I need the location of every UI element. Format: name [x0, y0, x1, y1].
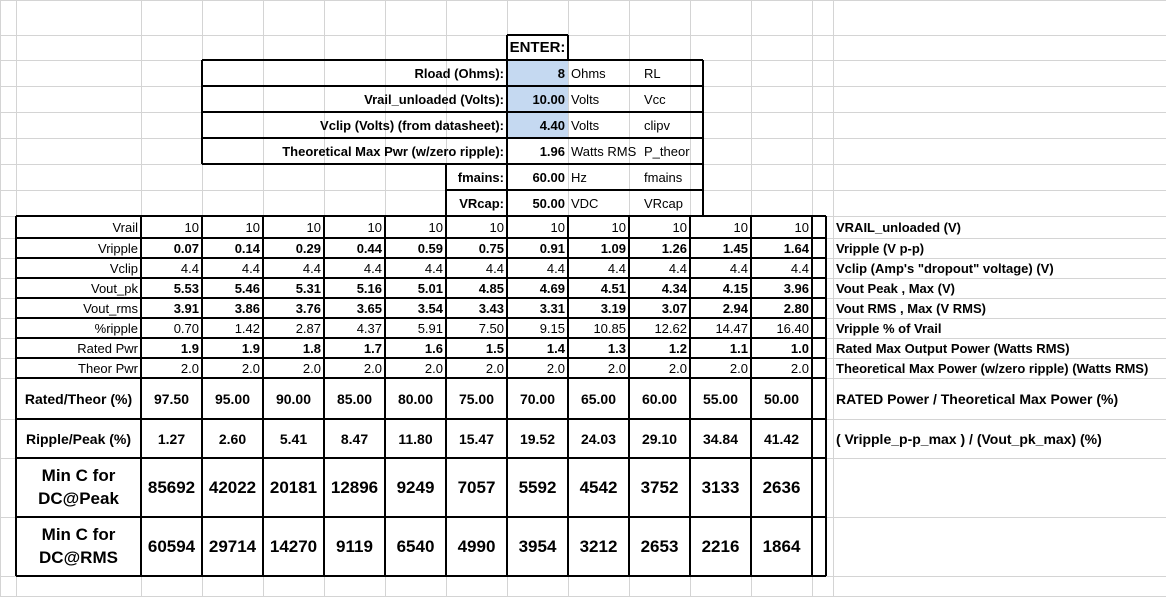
enter-header-cell[interactable]: ENTER:: [509, 39, 566, 56]
value-cell[interactable]: 10: [306, 219, 321, 235]
value-cell[interactable]: 5.46: [234, 280, 260, 296]
input-unit-2[interactable]: Volts: [571, 117, 600, 133]
input-var-5[interactable]: VRcap: [644, 195, 684, 211]
min-cap-value-cell[interactable]: 5592: [518, 478, 557, 497]
value-cell[interactable]: 1.8: [302, 340, 321, 356]
min-cap-value-cell[interactable]: 42022: [208, 478, 257, 497]
row-label-vripple[interactable]: Vripple: [98, 240, 138, 256]
input-label-2[interactable]: Vclip (Volts) (from datasheet):: [320, 117, 504, 133]
value-cell[interactable]: 1.0: [790, 340, 809, 356]
min-cap-value-cell[interactable]: 9119: [336, 537, 373, 556]
min-cap-value-cell[interactable]: 4542: [579, 478, 618, 497]
min-cap-value-cell[interactable]: 6540: [396, 537, 435, 556]
value-cell[interactable]: 2.0: [607, 360, 626, 376]
row-label--ripple[interactable]: %ripple: [94, 320, 138, 336]
value-cell[interactable]: 1.64: [783, 240, 809, 256]
ratio-value-cell[interactable]: 41.42: [763, 430, 800, 447]
ratio-value-cell[interactable]: 85.00: [336, 390, 373, 407]
value-cell[interactable]: 4.4: [180, 260, 199, 276]
input-var-3[interactable]: P_theor: [644, 143, 690, 159]
value-cell[interactable]: 0.44: [356, 240, 382, 256]
value-cell[interactable]: 2.0: [241, 360, 260, 376]
ratio-value-cell[interactable]: 34.84: [702, 430, 739, 447]
input-var-2[interactable]: clipv: [644, 117, 671, 133]
min-cap-value-cell[interactable]: 9249: [396, 478, 435, 497]
value-cell[interactable]: 3.54: [417, 300, 443, 316]
value-cell[interactable]: 5.91: [417, 320, 443, 336]
value-cell[interactable]: 10: [367, 219, 382, 235]
value-cell[interactable]: 3.96: [783, 280, 809, 296]
value-cell[interactable]: 3.65: [356, 300, 382, 316]
input-value-3[interactable]: 1.96: [539, 143, 565, 159]
value-cell[interactable]: 10.85: [593, 320, 626, 336]
input-label-0[interactable]: Rload (Ohms):: [414, 65, 504, 81]
min-cap-value-cell[interactable]: 1864: [762, 537, 801, 556]
input-unit-0[interactable]: Ohms: [571, 65, 606, 81]
value-cell[interactable]: 0.59: [417, 240, 443, 256]
row-description[interactable]: Theoretical Max Power (w/zero ripple) (Watts RMS): [836, 360, 1149, 376]
input-label-4[interactable]: fmains:: [457, 169, 504, 185]
min-cap-value-cell[interactable]: 3954: [518, 537, 557, 556]
value-cell[interactable]: 1.7: [363, 340, 382, 356]
value-cell[interactable]: 3.86: [234, 300, 260, 316]
ratio-value-cell[interactable]: 97.50: [153, 390, 190, 407]
value-cell[interactable]: 2.87: [295, 320, 321, 336]
value-cell[interactable]: 0.91: [539, 240, 565, 256]
value-cell[interactable]: 1.2: [668, 340, 687, 356]
value-cell[interactable]: 2.0: [363, 360, 382, 376]
row-description[interactable]: Vripple % of Vrail: [836, 320, 942, 336]
value-cell[interactable]: 3.76: [295, 300, 321, 316]
value-cell[interactable]: 0.70: [173, 320, 199, 336]
input-unit-3[interactable]: Watts RMS: [571, 143, 637, 159]
value-cell[interactable]: 7.50: [478, 320, 504, 336]
value-cell[interactable]: 4.15: [722, 280, 748, 296]
input-var-1[interactable]: Vcc: [644, 91, 666, 107]
value-cell[interactable]: 2.0: [790, 360, 809, 376]
row-label-rated-pwr[interactable]: Rated Pwr: [77, 340, 138, 356]
value-cell[interactable]: 5.01: [417, 280, 443, 296]
value-cell[interactable]: 14.47: [715, 320, 748, 336]
value-cell[interactable]: 0.14: [234, 240, 260, 256]
value-cell[interactable]: 12.62: [654, 320, 687, 336]
input-label-3[interactable]: Theoretical Max Pwr (w/zero ripple):: [282, 143, 504, 159]
row-label-vout-rms[interactable]: Vout_rms: [83, 300, 138, 316]
row-description[interactable]: Vout Peak , Max (V): [836, 280, 955, 296]
value-cell[interactable]: 10: [794, 219, 809, 235]
value-cell[interactable]: 4.69: [539, 280, 565, 296]
value-cell[interactable]: 4.51: [600, 280, 626, 296]
value-cell[interactable]: 0.07: [173, 240, 199, 256]
value-cell[interactable]: 4.4: [424, 260, 443, 276]
value-cell[interactable]: 2.0: [546, 360, 565, 376]
row-label-vrail[interactable]: Vrail: [112, 219, 138, 235]
ratio-value-cell[interactable]: 19.52: [519, 430, 556, 447]
input-value-4[interactable]: 60.00: [532, 169, 565, 185]
ratio-row-description[interactable]: RATED Power / Theoretical Max Power (%): [836, 390, 1119, 407]
value-cell[interactable]: 1.26: [661, 240, 687, 256]
input-value-0[interactable]: 8: [507, 60, 568, 86]
value-cell[interactable]: 5.31: [295, 280, 321, 296]
value-cell[interactable]: 4.4: [668, 260, 687, 276]
ratio-value-cell[interactable]: 60.00: [641, 390, 678, 407]
value-cell[interactable]: 2.0: [180, 360, 199, 376]
value-cell[interactable]: 1.45: [722, 240, 748, 256]
value-cell[interactable]: 4.4: [790, 260, 809, 276]
ratio-value-cell[interactable]: 1.27: [157, 430, 186, 447]
value-cell[interactable]: 3.91: [173, 300, 199, 316]
row-label-vclip[interactable]: Vclip: [109, 260, 138, 276]
row-description[interactable]: VRAIL_unloaded (V): [836, 219, 961, 235]
input-value-2[interactable]: 4.40: [507, 112, 568, 138]
input-var-4[interactable]: fmains: [644, 169, 683, 185]
value-cell[interactable]: 10: [184, 219, 199, 235]
value-cell[interactable]: 3.07: [661, 300, 687, 316]
value-cell[interactable]: 1.9: [241, 340, 260, 356]
min-cap-value-cell[interactable]: 3133: [701, 478, 740, 497]
value-cell[interactable]: 10: [245, 219, 260, 235]
value-cell[interactable]: 10: [672, 219, 687, 235]
input-unit-5[interactable]: VDC: [571, 195, 599, 211]
input-var-0[interactable]: RL: [644, 65, 661, 81]
min-cap-value-cell[interactable]: 3752: [640, 478, 679, 497]
row-label-theor-pwr[interactable]: Theor Pwr: [78, 360, 138, 376]
min-cap-value-cell[interactable]: 60594: [147, 537, 196, 556]
ratio-row-label[interactable]: Ripple/Peak (%): [25, 430, 132, 447]
input-label-5[interactable]: VRcap:: [459, 195, 504, 211]
value-cell[interactable]: 3.19: [600, 300, 626, 316]
ratio-value-cell[interactable]: 2.60: [218, 430, 247, 447]
value-cell[interactable]: 1.5: [485, 340, 504, 356]
ratio-row-description[interactable]: ( Vripple_p-p_max ) / (Vout_pk_max) (%): [836, 430, 1102, 447]
input-value-1[interactable]: 10.00: [507, 86, 568, 112]
input-value-5[interactable]: 50.00: [532, 195, 565, 211]
ratio-value-cell[interactable]: 5.41: [279, 430, 308, 447]
min-cap-label[interactable]: Min C for DC@Peak: [38, 465, 119, 508]
min-cap-value-cell[interactable]: 2216: [701, 537, 740, 556]
input-label-1[interactable]: Vrail_unloaded (Volts):: [364, 91, 504, 107]
value-cell[interactable]: 4.4: [546, 260, 565, 276]
min-cap-value-cell[interactable]: 2636: [762, 478, 801, 497]
min-cap-value-cell[interactable]: 14270: [269, 537, 318, 556]
ratio-value-cell[interactable]: 95.00: [214, 390, 251, 407]
ratio-value-cell[interactable]: 90.00: [275, 390, 312, 407]
value-cell[interactable]: 9.15: [539, 320, 565, 336]
ratio-value-cell[interactable]: 75.00: [458, 390, 495, 407]
min-cap-value-cell[interactable]: 7057: [457, 478, 496, 497]
ratio-value-cell[interactable]: 65.00: [580, 390, 617, 407]
min-cap-value-cell[interactable]: 4990: [457, 537, 496, 556]
row-label-vout-pk[interactable]: Vout_pk: [91, 280, 138, 296]
ratio-value-cell[interactable]: 50.00: [763, 390, 800, 407]
min-cap-value-cell[interactable]: 29714: [208, 537, 257, 556]
row-description[interactable]: Vripple (V p-p): [836, 240, 925, 256]
value-cell[interactable]: 3.31: [539, 300, 565, 316]
min-cap-label[interactable]: Min C for DC@RMS: [39, 524, 118, 567]
ratio-row-label[interactable]: Rated/Theor (%): [24, 390, 133, 407]
ratio-value-cell[interactable]: 55.00: [702, 390, 739, 407]
value-cell[interactable]: 1.6: [424, 340, 443, 356]
value-cell[interactable]: 0.75: [478, 240, 504, 256]
value-cell[interactable]: 4.4: [241, 260, 260, 276]
value-cell[interactable]: 10: [733, 219, 748, 235]
value-cell[interactable]: 4.4: [485, 260, 504, 276]
min-cap-value-cell[interactable]: 20181: [269, 478, 318, 497]
value-cell[interactable]: 2.0: [302, 360, 321, 376]
ratio-value-cell[interactable]: 15.47: [458, 430, 495, 447]
value-cell[interactable]: 10: [489, 219, 504, 235]
min-cap-value-cell[interactable]: 12896: [330, 478, 379, 497]
value-cell[interactable]: 4.34: [661, 280, 687, 296]
value-cell[interactable]: 0.29: [295, 240, 321, 256]
value-cell[interactable]: 4.4: [302, 260, 321, 276]
input-unit-1[interactable]: Volts: [571, 91, 600, 107]
value-cell[interactable]: 10: [550, 219, 565, 235]
value-cell[interactable]: 4.85: [478, 280, 504, 296]
value-cell[interactable]: 2.80: [783, 300, 809, 316]
row-description[interactable]: Rated Max Output Power (Watts RMS): [836, 340, 1070, 356]
ratio-value-cell[interactable]: 70.00: [519, 390, 556, 407]
row-description[interactable]: Vout RMS , Max (V RMS): [836, 300, 986, 316]
value-cell[interactable]: 4.4: [607, 260, 626, 276]
value-cell[interactable]: 16.40: [776, 320, 809, 336]
value-cell[interactable]: 10: [611, 219, 626, 235]
ratio-value-cell[interactable]: 11.80: [398, 430, 433, 447]
value-cell[interactable]: 2.0: [485, 360, 504, 376]
value-cell[interactable]: 1.42: [234, 320, 260, 336]
ratio-value-cell[interactable]: 24.03: [580, 430, 617, 447]
ratio-value-cell[interactable]: 80.00: [397, 390, 434, 407]
value-cell[interactable]: 2.0: [668, 360, 687, 376]
value-cell[interactable]: 1.3: [607, 340, 626, 356]
value-cell[interactable]: 1.9: [180, 340, 199, 356]
row-description[interactable]: Vclip (Amp's "dropout" voltage) (V): [836, 260, 1054, 276]
value-cell[interactable]: 2.94: [722, 300, 748, 316]
value-cell[interactable]: 5.53: [173, 280, 199, 296]
min-cap-value-cell[interactable]: 3212: [579, 537, 618, 556]
value-cell[interactable]: 4.4: [363, 260, 382, 276]
input-unit-4[interactable]: Hz: [571, 169, 587, 185]
value-cell[interactable]: 2.0: [729, 360, 748, 376]
value-cell[interactable]: 4.37: [356, 320, 382, 336]
value-cell[interactable]: 4.4: [729, 260, 748, 276]
value-cell[interactable]: 3.43: [478, 300, 504, 316]
min-cap-value-cell[interactable]: 2653: [640, 537, 679, 556]
ratio-value-cell[interactable]: 8.47: [340, 430, 369, 447]
min-cap-value-cell[interactable]: 85692: [147, 478, 196, 497]
value-cell[interactable]: 1.4: [546, 340, 565, 356]
value-cell[interactable]: 1.1: [729, 340, 748, 356]
value-cell[interactable]: 2.0: [424, 360, 443, 376]
value-cell[interactable]: 5.16: [356, 280, 382, 296]
ratio-value-cell[interactable]: 29.10: [641, 430, 678, 447]
value-cell[interactable]: 10: [428, 219, 443, 235]
value-cell[interactable]: 1.09: [600, 240, 626, 256]
